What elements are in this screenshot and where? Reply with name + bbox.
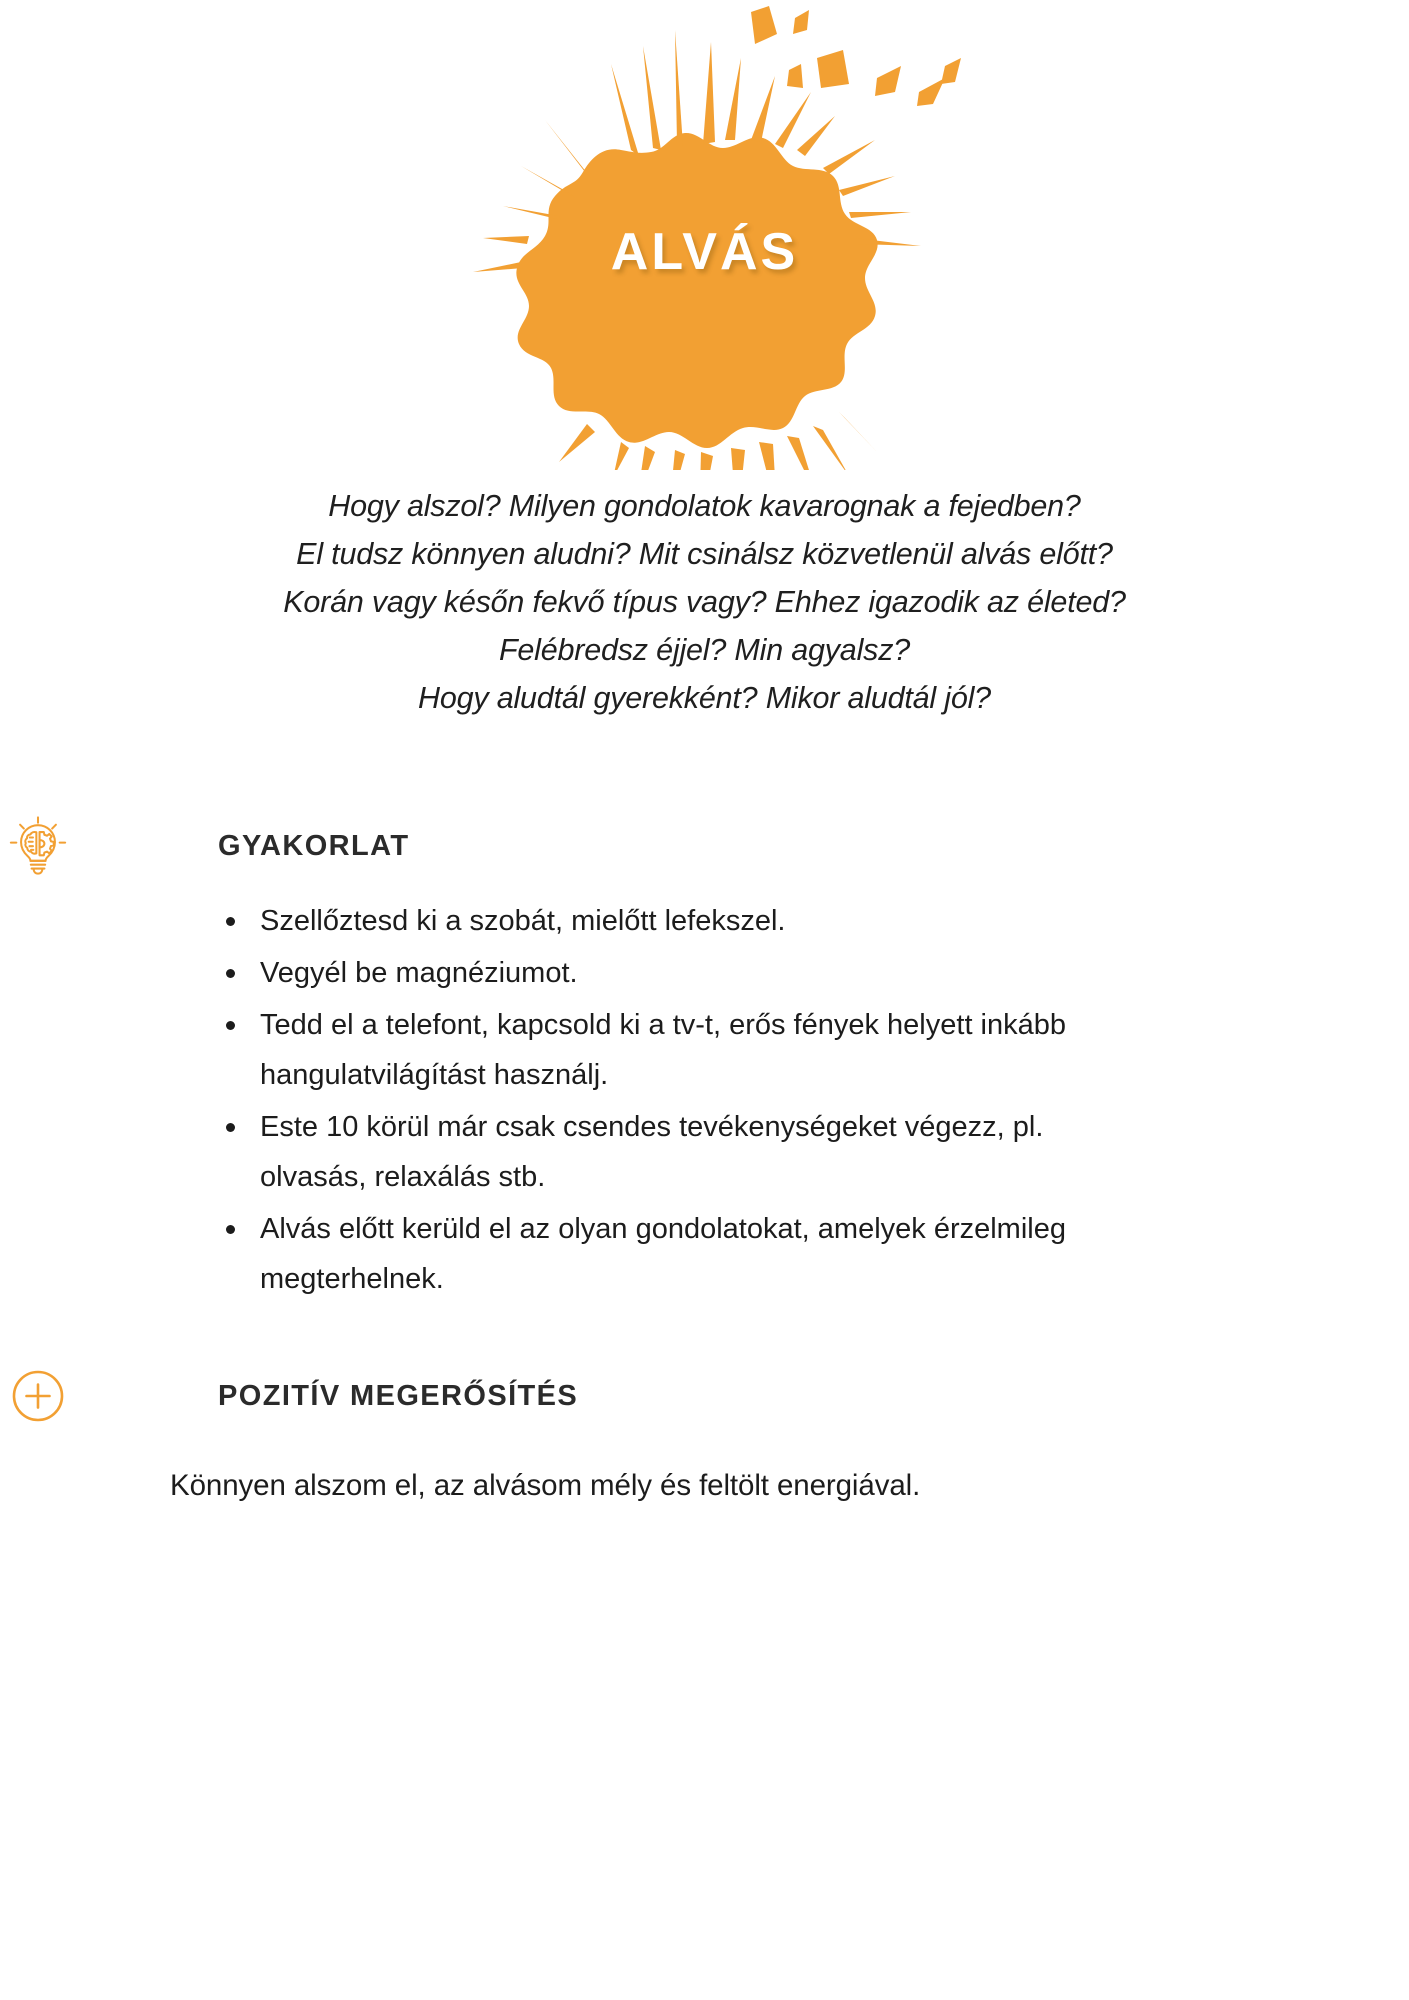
list-item-text: Vegyél be magnéziumot. xyxy=(260,957,578,989)
practice-list xyxy=(78,896,1409,1304)
hero-banner xyxy=(0,0,1409,470)
list-item-text: Este 10 körül már csak csendes tevékenységeket végezz, pl. olvasás, relaxálás stb. xyxy=(260,1111,1044,1193)
bullet-dot-icon xyxy=(226,1021,235,1030)
intro-line: Hogy aludtál gyerekként? Mikor aludtál jól? xyxy=(418,681,991,715)
intro-line: Hogy alszol? Milyen gondolatok kavarognak a fejedben? xyxy=(328,489,1081,523)
affirmation-text: Könnyen alszom el, az alvásom mély és feltölt energiával. xyxy=(170,1469,921,1502)
intro-line: Felébredsz éjjel? Min agyalsz? xyxy=(498,633,911,667)
section-pozitiv-megerosites xyxy=(0,1364,1409,1508)
intro-questions xyxy=(0,482,1409,722)
list-item xyxy=(218,1000,1140,1100)
section-title-gyakorlat: GYAKORLAT xyxy=(218,829,410,862)
list-item-text: Alvás előtt kerüld el az olyan gondolatokat, amelyek érzelmileg megterhelnek. xyxy=(260,1213,1066,1295)
list-item-text: Tedd el a telefont, kapcsold ki a tv-t, erős fények helyett inkább hangulatvilágítást használj. xyxy=(260,1009,1067,1091)
page-title: ALVÁS xyxy=(610,223,799,281)
intro-line: Korán vagy későn fekvő típus vagy? Ehhez igazodik az életed? xyxy=(283,585,1126,619)
bullet-dot-icon xyxy=(226,917,235,926)
section-header xyxy=(78,1364,1409,1428)
plus-circle-icon xyxy=(6,1364,70,1428)
intro-line: El tudsz könnyen aludni? Mit csinálsz közvetlenül alvás előtt? xyxy=(296,537,1113,571)
bullet-dot-icon xyxy=(226,969,235,978)
list-item xyxy=(218,948,1140,998)
list-item xyxy=(218,896,1140,946)
lightbulb-brain-gear-icon xyxy=(6,814,70,878)
list-item-text: Szellőztesd ki a szobát, mielőtt lefekszel. xyxy=(260,905,786,937)
section-title-pozitiv: POZITÍV MEGERŐSÍTÉS xyxy=(218,1379,579,1412)
section-header xyxy=(78,814,1409,878)
bullet-dot-icon xyxy=(226,1225,235,1234)
list-item xyxy=(218,1102,1140,1202)
list-item xyxy=(218,1204,1140,1304)
bullet-dot-icon xyxy=(226,1123,235,1132)
section-gyakorlat xyxy=(0,814,1409,1304)
